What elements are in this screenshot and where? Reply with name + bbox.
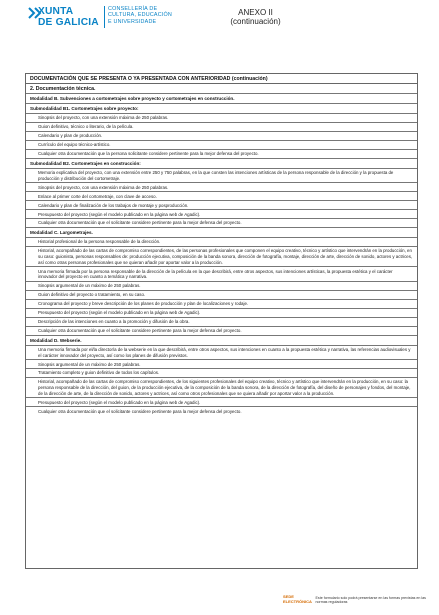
item-text: Sinopsis argumental de un máximo de 250 palabras. (38, 361, 141, 367)
list-item (26, 398, 417, 407)
item-text: Guion definitivo, técnico o literario, de la película. (38, 124, 134, 130)
list-item (26, 327, 417, 336)
annex-title (0, 8, 439, 27)
page-header (0, 0, 439, 60)
list-item (26, 219, 417, 228)
list-item (26, 309, 417, 318)
item-text: Cualquier otra documentación que la persona solicitante considere pertinente para la mejor defensa del proyecto. (38, 151, 259, 157)
item-text: Presupuesto del proyecto (según el modelo publicado en la página web de Agadic). (38, 310, 201, 316)
footer-note: Este formulario solo podrá presentarse en las formas previstas en las normas reguladoras (315, 595, 426, 604)
list-item (26, 114, 417, 123)
item-text: Historial profesional de la persona responsable de la dirección. (38, 239, 161, 245)
item-text: Cronograma del proyecto y breve descripción de los planes de producción y plan de localizaciones y rodaje. (38, 301, 249, 307)
list-item (26, 346, 417, 361)
item-text: Enlace al primer corte del cortometraje, con clave de acceso. (38, 193, 157, 199)
list-item (26, 169, 417, 184)
submodalidad-b2-heading: Submodalidad B2. Cortometrajes en construcción: (26, 159, 417, 169)
modalidad-b-heading: Modalidad B. Subvenciones a cortometrajes sobre proyecto y cortometrajes en construcción. (26, 94, 417, 104)
list-item (26, 150, 417, 159)
item-text: Cualquier otra documentación que el solicitante considere pertinente para la mejor defensa del proyecto. (38, 408, 242, 414)
list-item (26, 291, 417, 300)
list-item (26, 378, 417, 398)
annex-line-1: ANEXO II (238, 8, 273, 17)
list-item (26, 247, 417, 267)
item-text: Descripción de las intenciones en cuanto a la promoción y difusión de la obra. (38, 319, 190, 324)
modalidad-c-heading: Modalidad C. Largometrajes. (26, 228, 417, 238)
list-item (26, 267, 417, 282)
item-text: Tratamiento completo y guion definitivo de todos los capítulos. (38, 370, 160, 376)
item-text: Presupuesto del proyecto (según el modelo publicado en la página web de Agadic). (38, 211, 201, 217)
list-item (26, 132, 417, 141)
conselleria-line-2: CULTURA, EDUCACIÓN (108, 12, 172, 19)
list-item (26, 192, 417, 201)
item-text: Presupuesto del proyecto (según el modelo publicado en la página web de Agadic). (38, 399, 201, 405)
list-item (26, 282, 417, 291)
logo-line-1: XUNTA (38, 6, 74, 17)
item-text: Cualquier otra documentación que el solicitante considere pertinente para la mejor defensa del proyecto. (38, 220, 242, 226)
page-footer (283, 595, 433, 605)
list-item (26, 141, 417, 150)
item-text: Memoria explicativa del proyecto, con una extensión entre 250 y 750 palabras, en la que consten las intenciones artísticas de la persona responsable de la dirección y la propuesta de producción y distribución del cortometraje. (38, 170, 394, 181)
item-text: Sinopsis del proyecto, con una extensión máxima de 250 palabras. (38, 184, 169, 190)
item-text: Una memoria firmada por el/la director/a de la webserie en la que describirá, entre otros aspectos, sus intenciones en cuanto a la propuesta estética y narrativa, las referencias audiovisuales y el carácter innovador del proyecto, así como los planes de difusión previstos. (38, 346, 411, 358)
item-text: Calendario y plan de producción. (38, 133, 103, 139)
list-item (26, 123, 417, 132)
list-item (26, 407, 417, 415)
item-text: Sinopsis del proyecto, con una extensión máxima de 250 palabras. (38, 115, 169, 121)
form-title: DOCUMENTACIÓN QUE SE PRESENTA O YA PRESENTADA CON ANTERIORIDAD (continuación) (26, 74, 417, 84)
documentation-form (25, 73, 418, 569)
sede-electronica-logo: SEDE ELECTRÓNICA (283, 594, 312, 604)
item-text: Historial, acompañado de las cartas de compromiso correspondientes, de los siguientes profesionales del equipo creativo, técnico y artístico que intervendrán en la producción, en su caso: la persona responsable de la dirección, del guion, de la producción ejecutiva, de la composición de la banda sonora, de la dirección de fotografía, del diseño de personajes y fondos, del montaje, de la dirección de arte, de la dirección de sonido, actores y actrices, así como otros profesionales que se quiera añadir por aportar valor a la producción. (38, 379, 411, 396)
list-item (26, 300, 417, 309)
list-item (26, 369, 417, 378)
item-text: Guion definitivo del proyecto o tratamiento, en su caso. (38, 292, 146, 298)
logo-line-2: DE GALICIA (38, 17, 99, 28)
item-text: Currículo del equipo técnico-artístico. (38, 142, 111, 148)
list-item (26, 201, 417, 210)
list-item (26, 183, 417, 192)
item-text: Cualquier otra documentación que el solicitante considere pertinente para la mejor defensa del proyecto. (38, 327, 242, 333)
conselleria-line-1: CONSELLERÍA DE (108, 6, 158, 12)
item-text: Sinopsis argumental de un máximo de 250 palabras. (38, 283, 141, 289)
list-item (26, 238, 417, 247)
item-text: Una memoria firmada por la persona responsable de la dirección de la película en la que describirá, entre otros aspectos, sus intenciones artísticas, la propuesta estética y el carácter innovador del proyecto en cuanto a temática y narrativa. (38, 268, 393, 280)
list-item (26, 360, 417, 369)
annex-line-2: (continuación) (230, 17, 281, 27)
section-heading: 2. Documentación técnica. (26, 84, 417, 94)
list-item (26, 318, 417, 327)
item-text: Historial, acompañado de las cartas de compromiso correspondientes, de las personas profesionales que componen el equipo creativo, técnico y artístico que intervendrán en la producción, en su caso: guionista, personas responsables de: producción ejecutiva, composición de la banda sonora, dirección de fotografía, montaje, dirección de arte, dirección de sonido, actores y actrices, así como otras personas profesionales que se quieran añadir por aportar valor a la producción. (38, 248, 413, 265)
modalidad-d-heading: Modalidad D. Webserie. (26, 336, 417, 346)
conselleria-line-3: E UNIVERSIDADE (108, 18, 157, 25)
submodalidad-b1-heading: Submodalidad B1. Cortometrajes sobre proyecto: (26, 104, 417, 114)
item-text: Calendario y plan de finalización de los trabajos de montaje y posproducción. (38, 202, 189, 208)
list-item (26, 210, 417, 219)
